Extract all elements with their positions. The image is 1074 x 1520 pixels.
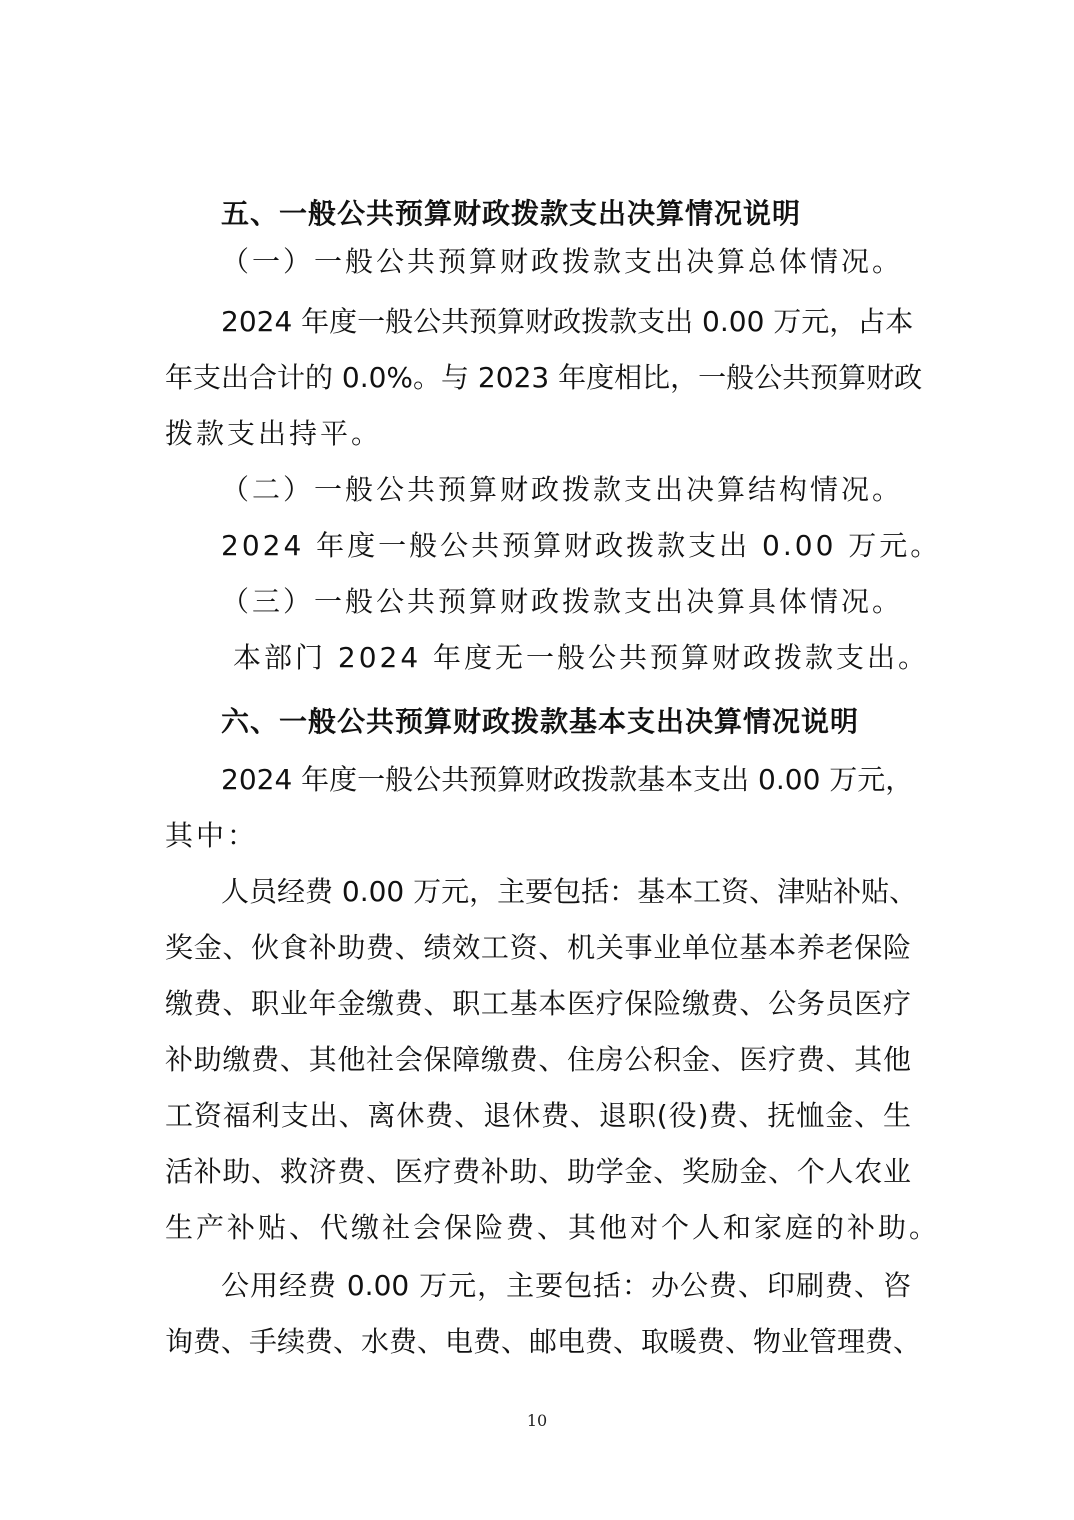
paragraph-line: 2024 年度一般公共预算财政拨款支出 0.00 万元，占本 [221, 305, 914, 338]
paragraph-line: 其中： [165, 819, 259, 852]
paragraph-line: 2024 年度一般公共预算财政拨款支出 0.00 万元。 [221, 529, 942, 562]
paragraph-line: 缴费、职业年金缴费、职工基本医疗保险缴费、公务员医疗 [165, 987, 911, 1020]
paragraph-line: 2024 年度一般公共预算财政拨款基本支出 0.00 万元， [221, 763, 914, 796]
paragraph-line: 年支出合计的 0.0%。与 2023 年度相比，一般公共预算财政 [165, 361, 923, 394]
subheading-detail: （三）一般公共预算财政拨款支出决算具体情况。 [221, 585, 904, 618]
paragraph-line: 工资福利支出、离休费、退休费、退职(役)费、抚恤金、生 [165, 1099, 911, 1132]
section-five-heading: 五、一般公共预算财政拨款支出决算情况说明 [221, 197, 802, 230]
subheading-overall: （一）一般公共预算财政拨款支出决算总体情况。 [221, 245, 904, 278]
paragraph-line: 人员经费 0.00 万元，主要包括：基本工资、津贴补贴、 [221, 875, 918, 908]
paragraph-line: 本部门 2024 年度无一般公共预算财政拨款支出。 [233, 641, 930, 674]
section-six-heading: 六、一般公共预算财政拨款基本支出决算情况说明 [221, 705, 860, 738]
paragraph-line: 奖金、伙食补助费、绩效工资、机关事业单位基本养老保险 [165, 931, 911, 964]
page-number: 10 [526, 1411, 548, 1430]
subheading-structure: （二）一般公共预算财政拨款支出决算结构情况。 [221, 473, 904, 506]
paragraph-line: 拨款支出持平。 [165, 417, 383, 450]
paragraph-line: 补助缴费、其他社会保障缴费、住房公积金、医疗费、其他 [165, 1043, 911, 1076]
paragraph-line: 询费、手续费、水费、电费、邮电费、取暖费、物业管理费、 [165, 1325, 922, 1358]
paragraph-line: 公用经费 0.00 万元，主要包括：办公费、印刷费、咨 [221, 1269, 911, 1302]
paragraph-line: 活补助、救济费、医疗费补助、助学金、奖励金、个人农业 [165, 1155, 911, 1188]
paragraph-line: 生产补贴、代缴社会保险费、其他对个人和家庭的补助。 [165, 1211, 941, 1244]
